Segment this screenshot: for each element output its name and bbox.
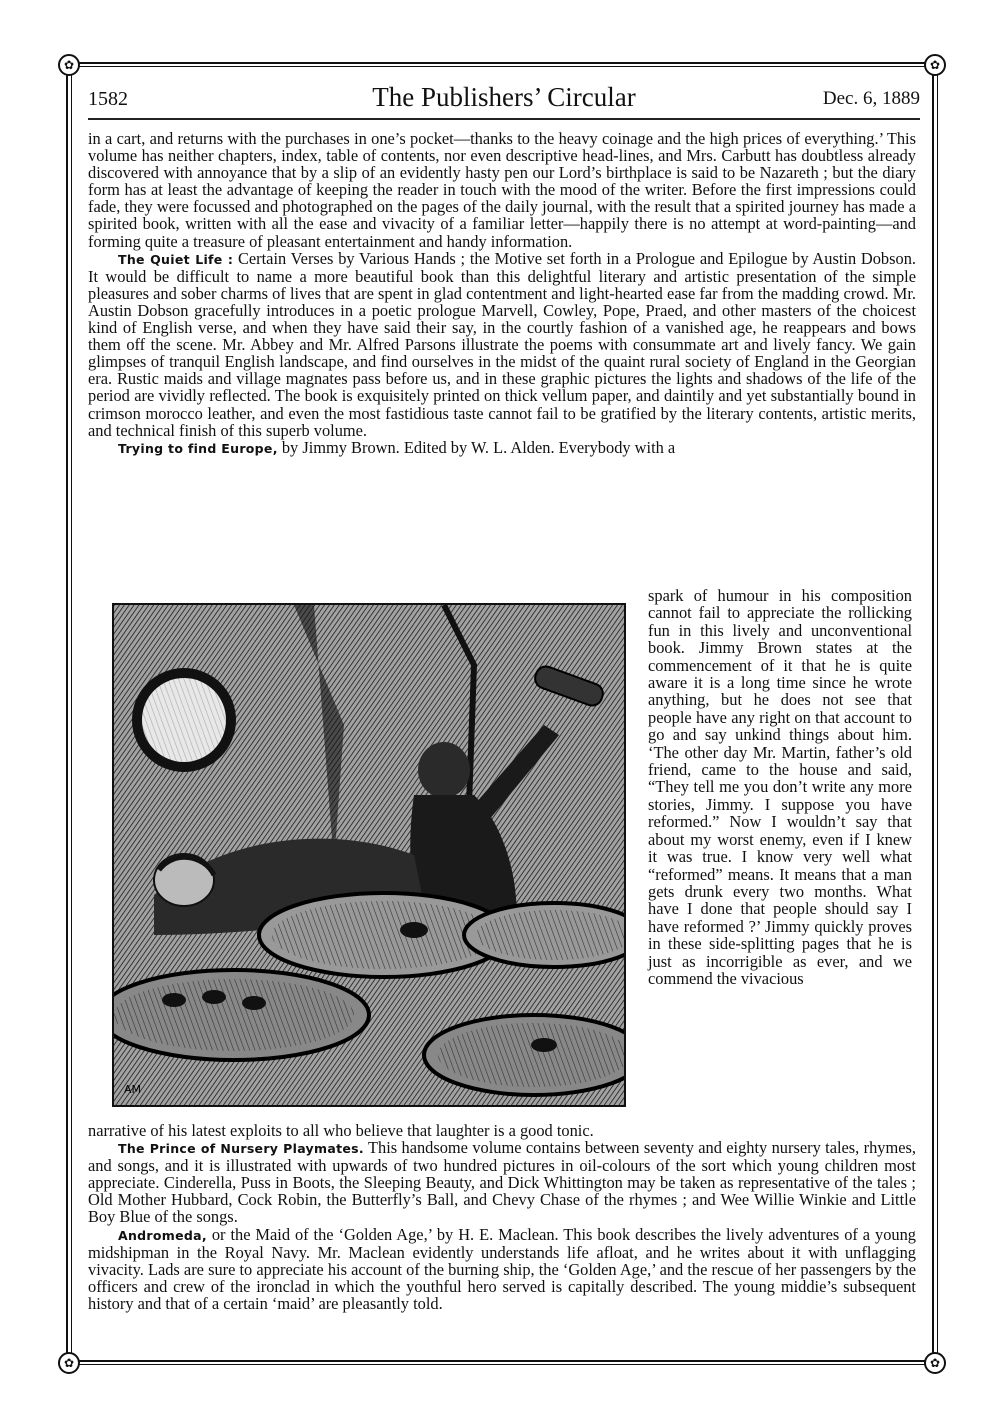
frame-right-rule-inner	[937, 62, 938, 1364]
text-nursery-playmates: This handsome volume contains between seventy and eighty nursery tales, rhymes, and songs, and it is illustrated with upwards of two hundred pictures in oil-colours of the sort which young children most appreciate. Cinderella, Puss in Boots, the Sleeping Beauty, and Dick Whittington may be taken as representative of the tales ; Old Mother Hubbard, Cock Robin, the Butterfly’s Ball, and Chevy Chase of the rhymes ; and Wee Willie Winkie and Little Boy Blue of the songs.	[88, 1138, 916, 1227]
article-top	[88, 130, 916, 457]
corner-ornament-bottom-right-icon: ✿	[924, 1352, 946, 1374]
corner-ornament-top-right-icon: ✿	[924, 54, 946, 76]
engraving-illustration	[112, 603, 626, 1107]
text-andromeda: or the Maid of the ‘Golden Age,’ by H. E. Maclean. This book describes the lively adventures of a young midshipman in the Royal Navy. Mr. Maclean evidently understands life afloat, and he writes about it with unflagging vivacity. Lads are sure to appreciate his account of the burning ship, the ‘Golden Age,’ and the rescue of her passengers by the officers and crew of the ironclad in which the youthful hero served is capitally described. The young middie’s subsequent history and that of a certain ‘maid’ are pleasantly told.	[88, 1224, 916, 1313]
illustration-signature: AM	[124, 1083, 142, 1096]
frame-right-rule	[932, 62, 934, 1364]
heading-quiet-life: The Quiet Life :	[118, 251, 234, 267]
frame-top-rule	[60, 62, 940, 64]
paragraph-nursery-playmates	[88, 1139, 916, 1225]
article-bottom	[88, 1122, 916, 1312]
corner-ornament-top-left-icon: ✿	[58, 54, 80, 76]
illustration-drawing	[114, 605, 624, 1105]
frame-bottom-rule-inner	[60, 1364, 940, 1365]
frame-left-rule-inner	[71, 62, 72, 1364]
page-number: 1582	[88, 88, 128, 110]
text-europe-first: by Jimmy Brown. Edited by W. L. Alden. Everybody with a	[277, 437, 676, 457]
text-quiet-life: Certain Verses by Various Hands ; the Motive set forth in a Prologue and Epilogue by Austin Dobson. It would be difficult to name a more beautiful book than this delightful literary and artistic presentation of the simple pleasures and sober charms of lives that are spent in glad contentment and light-hearted ease far from the madding crowd. Mr. Austin Dobson gracefully introduces in a poetic prologue Marvell, Cowley, Pope, Praed, and other masters of the choicest kind of English verse, and when they have said their say, in the courtly fashion of a vanished age, he reappears and bows them off the scene. Mr. Abbey and Mr. Alfred Parsons illustrate the poems with consummate art and lively fancy. We gain glimpses of tranquil English landscape, and find ourselves in the midst of the quaint rural society of England in the Georgian era. Rustic maids and village magnates pass before us, and in these graphic pictures the lights and shadows of the life of the period are vividly reflected. The book is exquisitely printed on thick vellum paper, and daintily and yet substantially bound in crimson morocco leather, and even the most fastidious taste cannot fail to be gratified by the literary contents, artistic merits, and technical finish of this superb volume.	[88, 248, 916, 440]
paragraph-carbutt-review: in a cart, and returns with the purchases in one’s pocket—thanks to the heavy coinage and the high prices of everything.’ This volume has neither chapters, index, table of contents, nor even descriptive head-lines, and Mrs. Carbutt has doubtless already discovered with annoyance that by a slip of an evidently hasty pen our Lord’s birthplace is said to be Nazareth ; but the diary form has at least the advantage of keeping the reader in touch with the mood of the writer. Before the first impressions could fade, they were focussed and photographed on the pages of the daily journal, with the result that a spirited journey has made a spirited book, written with all the ease and vivacity of a familiar letter—happily there is no attempt at word-painting—and forming quite a treasure of pleasant entertainment and handy information.	[88, 129, 916, 251]
europe-side-column: spark of humour in his composition cannot fail to appreciate the rollicking fun in this lively and unconventional book. Jimmy Brown states at the commencement of it that he is quite aware it is a long time since he wrote anything, but he does not see that people have any right on that account to go and say unkind things about him. ‘The other day Mr. Martin, father’s old friend, came to the house and said, “They tell me you don’t write any more stories, Jimmy. I suppose you have reformed.” Now I wouldn’t say that about my worst enemy, even if I knew it was true. I know very well what “reformed” means. It means that a man gets drunk every two months. What have I done that people should say I have reformed ?’ Jimmy quickly proves in these side-splitting pages that he is just as incorrigible as ever, and we commend the vivacious	[648, 586, 912, 988]
paragraph-europe-last: narrative of his latest exploits to all who believe that laughter is a good tonic.	[88, 1121, 594, 1140]
heading-trying-to-find-europe: Trying to find Europe,	[118, 440, 278, 456]
frame-top-rule-inner	[60, 66, 940, 67]
paragraph-quiet-life	[88, 250, 916, 439]
header-rule	[88, 118, 920, 120]
issue-date: Dec. 6, 1889	[822, 88, 920, 109]
heading-prince-of-nursery-playmates: The Prince of Nursery Playmates.	[118, 1141, 364, 1157]
frame-bottom-rule	[60, 1360, 940, 1362]
page-title: The Publishers’ Circular	[372, 82, 636, 112]
corner-ornament-bottom-left-icon: ✿	[58, 1352, 80, 1374]
paragraph-europe-first-line	[88, 439, 916, 457]
page-header	[88, 82, 920, 116]
heading-andromeda: Andromeda,	[118, 1227, 207, 1243]
frame-left-rule	[66, 62, 68, 1364]
paragraph-andromeda	[88, 1226, 916, 1312]
